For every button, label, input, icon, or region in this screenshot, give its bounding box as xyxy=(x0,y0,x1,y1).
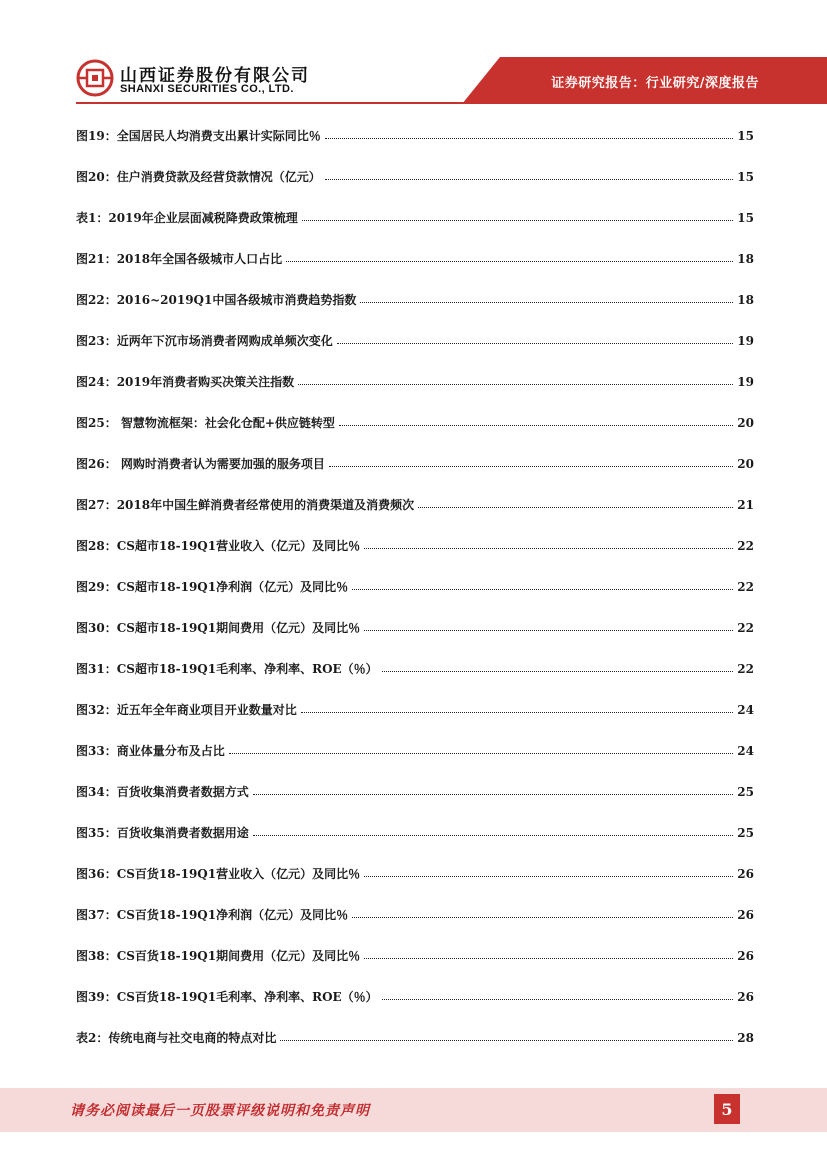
toc-entry-label: 表2：传统电商与社交电商的特点对比 xyxy=(76,1031,277,1045)
toc-entry-page: 15 xyxy=(737,210,754,225)
toc-entry-page: 24 xyxy=(737,743,754,758)
toc-entry-page: 21 xyxy=(737,497,754,512)
toc-entry[interactable] xyxy=(76,771,754,812)
toc-leader-dots xyxy=(329,466,733,467)
toc-entry-label: 图24：2019年消费者购买决策关注指数 xyxy=(76,375,295,389)
toc-entry-label: 图29：CS超市18-19Q1净利润（亿元）及同比％ xyxy=(76,580,349,594)
toc-entry[interactable] xyxy=(76,156,754,197)
toc-leader-dots xyxy=(280,1040,733,1041)
toc-entry-label: 图36：CS百货18-19Q1营业收入（亿元）及同比％ xyxy=(76,867,361,881)
toc-entry-page: 19 xyxy=(737,333,754,348)
toc-entry-label: 图32：近五年全年商业项目开业数量对比 xyxy=(76,703,297,717)
toc-entry-page: 26 xyxy=(737,907,754,922)
toc-entry[interactable] xyxy=(76,361,754,402)
toc-leader-dots xyxy=(418,507,733,508)
disclaimer-text: 请务必阅读最后一页股票评级说明和免责声明 xyxy=(70,1103,370,1119)
toc-entry-page: 26 xyxy=(737,866,754,881)
toc-entry-page: 28 xyxy=(737,1030,754,1045)
toc-entry[interactable] xyxy=(76,443,754,484)
toc-entry-label: 图39：CS百货18-19Q1毛利率、净利率、ROE（％） xyxy=(76,990,378,1004)
toc-entry[interactable] xyxy=(76,525,754,566)
toc-entry-label: 图28：CS超市18-19Q1营业收入（亿元）及同比％ xyxy=(76,539,361,553)
toc-entry-page: 25 xyxy=(737,784,754,799)
toc-entry-label: 图38：CS百货18-19Q1期间费用（亿元）及同比％ xyxy=(76,949,361,963)
toc-entry-label: 图26： 网购时消费者认为需要加强的服务项目 xyxy=(76,457,325,471)
toc-entry[interactable] xyxy=(76,812,754,853)
toc-leader-dots xyxy=(298,384,733,385)
toc-entry[interactable] xyxy=(76,402,754,443)
toc-entry-label: 图21：2018年全国各级城市人口占比 xyxy=(76,252,283,266)
toc-leader-dots xyxy=(364,630,733,631)
toc-entry-page: 18 xyxy=(737,251,754,266)
toc-leader-dots xyxy=(382,671,734,672)
toc-entry[interactable] xyxy=(76,566,754,607)
toc-leader-dots xyxy=(352,589,733,590)
toc-entry-page: 26 xyxy=(737,989,754,1004)
toc-entry-page: 20 xyxy=(737,415,754,430)
toc-entry-page: 15 xyxy=(737,169,754,184)
toc-leader-dots xyxy=(382,999,734,1000)
toc-leader-dots xyxy=(360,302,733,303)
toc-entry[interactable] xyxy=(76,607,754,648)
toc-entry[interactable] xyxy=(76,115,754,156)
toc-entry[interactable] xyxy=(76,484,754,525)
company-logo-icon xyxy=(76,59,114,97)
toc-leader-dots xyxy=(325,179,734,180)
toc-entry-label: 图25： 智慧物流框架：社会化仓配+供应链转型 xyxy=(76,416,335,430)
toc-entry-page: 15 xyxy=(737,128,754,143)
toc-entry[interactable] xyxy=(76,689,754,730)
toc-leader-dots xyxy=(302,220,734,221)
company-name-en: SHANXI SECURITIES CO., LTD. xyxy=(120,83,294,95)
toc-entry[interactable] xyxy=(76,894,754,935)
page-number: 5 xyxy=(714,1094,740,1124)
toc-leader-dots xyxy=(229,753,734,754)
toc-leader-dots xyxy=(364,548,733,549)
toc-entry-page: 22 xyxy=(737,538,754,553)
toc-entry-label: 图35：百货收集消费者数据用途 xyxy=(76,826,249,840)
toc-entry-page: 25 xyxy=(737,825,754,840)
toc-leader-dots xyxy=(253,794,734,795)
toc-entry[interactable] xyxy=(76,853,754,894)
toc-leader-dots xyxy=(352,917,733,918)
toc-leader-dots xyxy=(364,876,733,877)
toc-entry[interactable] xyxy=(76,1017,754,1058)
toc-entry-page: 20 xyxy=(737,456,754,471)
toc-entry[interactable] xyxy=(76,279,754,320)
toc-entry-label: 图37：CS百货18-19Q1净利润（亿元）及同比％ xyxy=(76,908,349,922)
toc-entry-page: 22 xyxy=(737,579,754,594)
toc-leader-dots xyxy=(253,835,734,836)
toc-entry[interactable] xyxy=(76,197,754,238)
toc-entry-label: 图19：全国居民人均消费支出累计实际同比％ xyxy=(76,129,321,143)
toc-leader-dots xyxy=(364,958,733,959)
report-tag: 证券研究报告：行业研究/深度报告 xyxy=(551,76,759,91)
toc-leader-dots xyxy=(325,138,734,139)
toc-entry-label: 图23：近两年下沉市场消费者网购成单频次变化 xyxy=(76,334,333,348)
toc-entry[interactable] xyxy=(76,648,754,689)
toc-entry-label: 图22：2016~2019Q1中国各级城市消费趋势指数 xyxy=(76,293,357,307)
toc-entry-label: 图30：CS超市18-19Q1期间费用（亿元）及同比％ xyxy=(76,621,361,635)
toc-entry-label: 图27：2018年中国生鲜消费者经常使用的消费渠道及消费频次 xyxy=(76,498,415,512)
toc-entry[interactable] xyxy=(76,730,754,771)
toc-entry-page: 18 xyxy=(737,292,754,307)
toc-entry[interactable] xyxy=(76,238,754,279)
toc-entry-label: 图33：商业体量分布及占比 xyxy=(76,744,225,758)
toc-entry-label: 图31：CS超市18-19Q1毛利率、净利率、ROE（％） xyxy=(76,662,378,676)
toc-entry[interactable] xyxy=(76,935,754,976)
toc-entry-label: 图20：住户消费贷款及经营贷款情况（亿元） xyxy=(76,170,321,184)
company-name-cn: 山西证券股份有限公司 xyxy=(120,66,310,86)
toc-entry-page: 22 xyxy=(737,620,754,635)
toc-leader-dots xyxy=(286,261,733,262)
toc-entry-page: 24 xyxy=(737,702,754,717)
toc-entry-page: 22 xyxy=(737,661,754,676)
toc-entry[interactable] xyxy=(76,320,754,361)
toc-entry-label: 表1：2019年企业层面减税降费政策梳理 xyxy=(76,211,298,225)
page-header xyxy=(0,0,827,104)
toc-entry-label: 图34：百货收集消费者数据方式 xyxy=(76,785,249,799)
toc-entry-page: 19 xyxy=(737,374,754,389)
toc-leader-dots xyxy=(337,343,734,344)
table-of-figures xyxy=(76,115,754,1058)
toc-entry-page: 26 xyxy=(737,948,754,963)
toc-entry[interactable] xyxy=(76,976,754,1017)
toc-leader-dots xyxy=(301,712,734,713)
toc-leader-dots xyxy=(339,425,733,426)
